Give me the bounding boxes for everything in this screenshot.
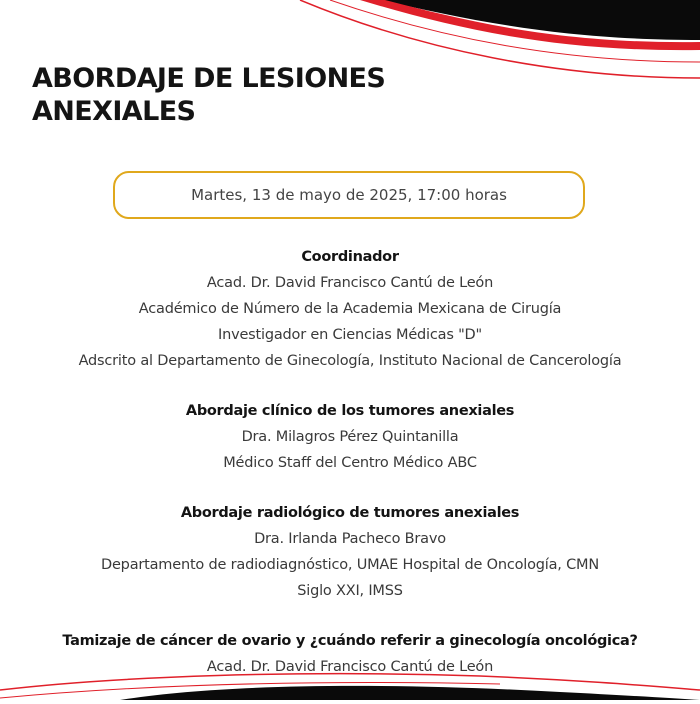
coordinator-heading: Coordinador [301, 249, 399, 265]
top-red-line-2 [330, 0, 700, 62]
page-title-line-2: ANEXIALES [32, 96, 196, 127]
date-badge: Martes, 13 de mayo de 2025, 17:00 horas [113, 171, 585, 219]
page-title [32, 62, 512, 128]
top-red-band [360, 0, 700, 50]
coordinator-role-1: Académico de Número de la Academia Mexicana de Cirugía [138, 301, 562, 317]
talk-3-title: Tamizaje de cáncer de ovario y ¿cuándo referir a ginecología oncológica? [62, 633, 638, 649]
coordinator-section [0, 244, 700, 374]
talk-1-affiliation: Médico Staff del Centro Médico ABC [223, 455, 477, 471]
coordinator-name: Acad. Dr. David Francisco Cantú de León [206, 275, 494, 291]
talk-3-speaker: Acad. Dr. David Francisco Cantú de León [206, 659, 494, 675]
talk-2-speaker: Dra. Irlanda Pacheco Bravo [254, 531, 446, 547]
program-content [0, 244, 700, 704]
talk-1-title: Abordaje clínico de los tumores anexiales [185, 403, 515, 419]
talk-1-section [0, 398, 700, 476]
talk-2-section [0, 500, 700, 604]
talk-1-speaker: Dra. Milagros Pérez Quintanilla [241, 429, 459, 445]
page-title-line-1: ABORDAJE DE LESIONES [32, 63, 386, 94]
talk-2-affiliation-line-1: Departamento de radiodiagnóstico, UMAE Hospital de Oncología, CMN [101, 557, 599, 573]
talk-3-section [0, 628, 700, 680]
talk-2-title: Abordaje radiológico de tumores anexiales [180, 505, 520, 521]
talk-2-affiliation-line-2: Siglo XXI, IMSS [297, 583, 403, 599]
coordinator-role-2: Investigador en Ciencias Médicas "D" [218, 327, 482, 343]
top-black-wave [380, 0, 700, 40]
coordinator-role-3: Adscrito al Departamento de Ginecología, Instituto Nacional de Cancerología [78, 353, 622, 369]
